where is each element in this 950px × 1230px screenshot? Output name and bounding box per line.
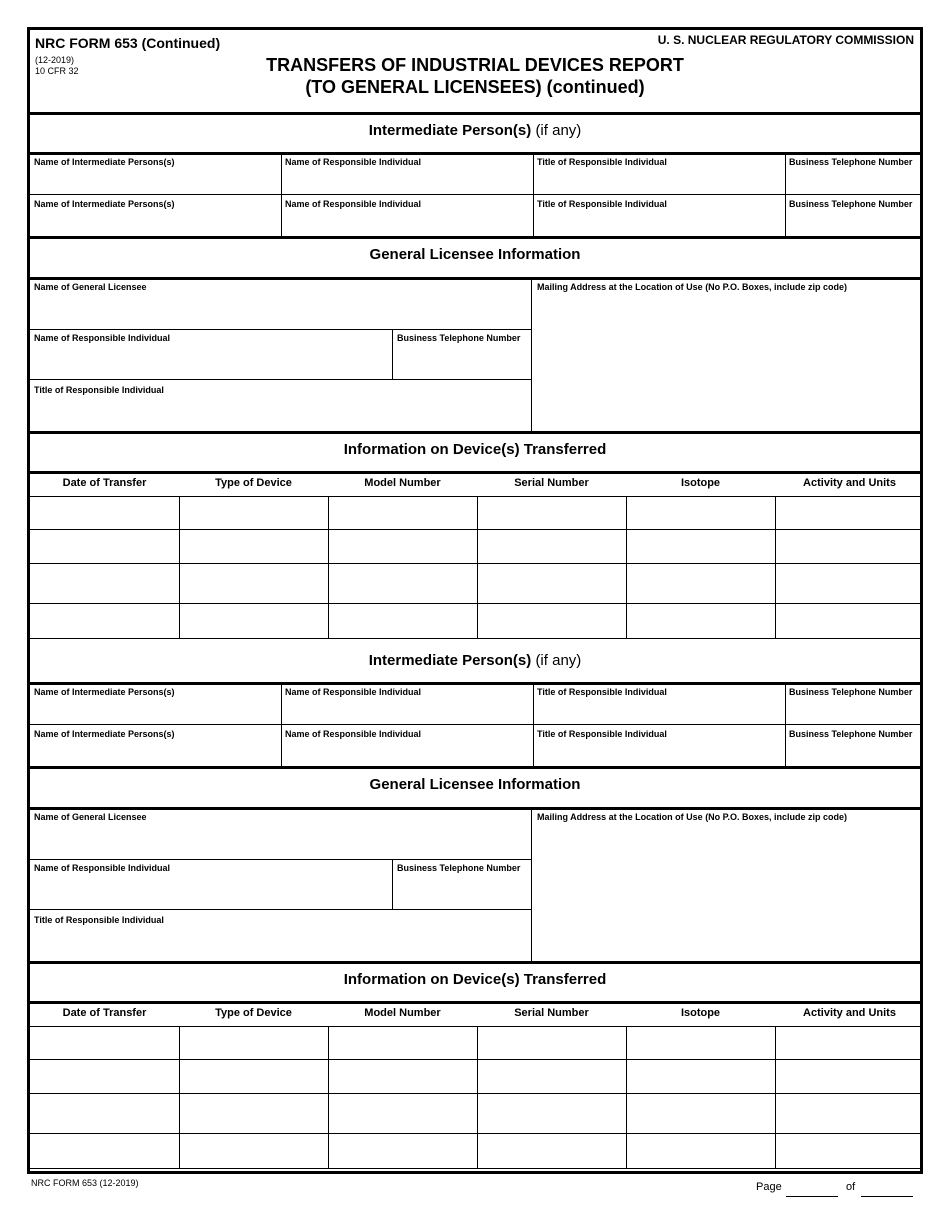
intermediate-label: Title of Responsible Individual — [537, 687, 667, 697]
licensee-address-label: Mailing Address at the Location of Use (No P.O. Boxes, include zip code) — [537, 282, 848, 292]
device-row-rule — [30, 603, 920, 604]
licensee-resp-label: Name of Responsible Individual — [34, 863, 171, 873]
device-column-rule — [477, 496, 478, 638]
responsible-title-field[interactable] — [535, 700, 783, 722]
device-cell[interactable] — [181, 531, 326, 561]
device-cell[interactable] — [777, 565, 922, 601]
licensee-title-field[interactable] — [32, 399, 528, 427]
devices-heading-1-text: Information on Device(s) Transferred — [343, 441, 607, 458]
licensee-heading-1 — [30, 246, 920, 263]
intermediate-heading-2-text: Intermediate Person(s) — [368, 652, 532, 669]
intermediate-label: Name of Responsible Individual — [285, 157, 422, 167]
licensee-resp-field[interactable] — [32, 347, 388, 377]
licensee-name-label: Name of General Licensee — [34, 812, 147, 822]
intermediate-label: Name of Responsible Individual — [285, 687, 422, 697]
form-id: NRC FORM 653 (Continued) — [35, 35, 221, 51]
device-cell[interactable] — [330, 605, 475, 636]
device-cell[interactable] — [330, 531, 475, 561]
device-cell[interactable] — [479, 1061, 624, 1091]
intermediate-label: Business Telephone Number — [789, 687, 913, 697]
licensee-address-rule — [531, 807, 532, 961]
licensee-phone-label: Business Telephone Number — [397, 863, 521, 873]
licensee-heading-1-text: General Licensee Information — [369, 246, 581, 263]
header-divider — [30, 112, 920, 115]
licensee-row-rule — [30, 909, 531, 910]
device-cell[interactable] — [32, 1095, 177, 1131]
device-cell[interactable] — [32, 1135, 177, 1166]
device-column-header: Activity and Units — [803, 477, 896, 489]
licensee-heading-2 — [30, 776, 920, 793]
intermediate-label: Name of Intermediate Persons(s) — [34, 199, 175, 209]
device-cell[interactable] — [777, 1028, 922, 1057]
form-title — [30, 54, 920, 98]
intermediate-name-field[interactable] — [32, 212, 279, 234]
device-row-rule — [30, 1059, 920, 1060]
device-column-header: Model Number — [364, 477, 441, 489]
intermediate-label: Name of Intermediate Persons(s) — [34, 157, 175, 167]
intermediate-name-field[interactable] — [32, 170, 279, 192]
device-column-header: Date of Transfer — [62, 1007, 147, 1019]
licensee-address-rule — [531, 277, 532, 431]
device-cell[interactable] — [32, 498, 177, 527]
device-column-rule — [626, 1026, 627, 1168]
page-number-field[interactable] — [786, 1196, 838, 1197]
device-cell[interactable] — [32, 605, 177, 636]
devices-heading-rule — [30, 1001, 920, 1004]
of-label: of — [846, 1181, 856, 1193]
device-cell[interactable] — [181, 605, 326, 636]
device-cell[interactable] — [181, 498, 326, 527]
responsible-name-field[interactable] — [283, 170, 531, 192]
intermediate-label: Name of Responsible Individual — [285, 199, 422, 209]
device-column-header: Activity and Units — [803, 1007, 896, 1019]
device-cell[interactable] — [181, 1135, 326, 1166]
licensee-phone-rule — [392, 329, 393, 379]
licensee-name-field[interactable] — [32, 296, 528, 326]
intermediate-label: Business Telephone Number — [789, 157, 913, 167]
intermediate-label: Title of Responsible Individual — [537, 157, 667, 167]
licensee-heading-rule — [30, 807, 920, 810]
device-cell[interactable] — [628, 498, 773, 527]
page-label: Page — [756, 1181, 782, 1193]
intermediate-bottom-rule — [30, 766, 920, 769]
device-cell[interactable] — [330, 565, 475, 601]
intermediate-label: Name of Intermediate Persons(s) — [34, 729, 175, 739]
licensee-phone-label: Business Telephone Number — [397, 333, 521, 343]
licensee-row-rule — [30, 329, 531, 330]
intermediate-label: Title of Responsible Individual — [537, 199, 667, 209]
intermediate-heading-1-text: Intermediate Person(s) — [368, 122, 532, 139]
device-row-rule — [30, 1168, 920, 1169]
device-column-rule — [775, 496, 776, 638]
form-frame — [27, 27, 923, 1174]
form-title-line1: TRANSFERS OF INDUSTRIAL DEVICES REPORT — [266, 55, 684, 75]
licensee-phone-field[interactable] — [395, 347, 530, 377]
responsible-name-field[interactable] — [283, 700, 531, 722]
licensee-bottom-rule — [30, 431, 920, 434]
intermediate-row-rule — [30, 724, 920, 725]
devices-heading-rule — [30, 471, 920, 474]
device-cell[interactable] — [777, 605, 922, 636]
intermediate-label: Name of Responsible Individual — [285, 729, 422, 739]
device-cell[interactable] — [330, 1061, 475, 1091]
phone-field[interactable] — [787, 170, 918, 192]
licensee-row-rule — [30, 859, 531, 860]
licensee-phone-field[interactable] — [395, 877, 530, 907]
phone-field[interactable] — [787, 700, 918, 722]
device-cell[interactable] — [628, 1095, 773, 1131]
device-cell[interactable] — [628, 1135, 773, 1166]
device-cell[interactable] — [777, 1095, 922, 1131]
responsible-name-field[interactable] — [283, 742, 531, 764]
device-row-rule — [30, 529, 920, 530]
intermediate-name-field[interactable] — [32, 700, 279, 722]
cfr-reference: 10 CFR 32 — [35, 66, 79, 76]
responsible-title-field[interactable] — [535, 170, 783, 192]
device-column-header: Isotope — [680, 477, 721, 489]
device-cell[interactable] — [181, 1095, 326, 1131]
licensee-title-label: Title of Responsible Individual — [34, 385, 164, 395]
device-column-header: Serial Number — [514, 477, 589, 489]
licensee-address-field[interactable] — [535, 826, 918, 958]
device-column-rule — [328, 496, 329, 638]
device-column-rule — [179, 1026, 180, 1168]
licensee-heading-2-text: General Licensee Information — [369, 776, 581, 793]
device-column-rule — [328, 1026, 329, 1168]
intermediate-heading-rule — [30, 682, 920, 685]
licensee-heading-rule — [30, 277, 920, 280]
device-cell[interactable] — [479, 1095, 624, 1131]
device-row-rule — [30, 563, 920, 564]
device-cell[interactable] — [479, 1028, 624, 1057]
device-cell[interactable] — [628, 605, 773, 636]
intermediate-column-rule — [785, 682, 786, 766]
intermediate-heading-2-suffix: (if any) — [535, 652, 582, 669]
licensee-bottom-rule — [30, 961, 920, 964]
intermediate-label: Business Telephone Number — [789, 199, 913, 209]
device-row-rule — [30, 1133, 920, 1134]
device-cell[interactable] — [777, 1135, 922, 1166]
device-row-rule — [30, 1026, 920, 1027]
device-column-header: Isotope — [680, 1007, 721, 1019]
device-cell[interactable] — [628, 531, 773, 561]
intermediate-name-field[interactable] — [32, 742, 279, 764]
device-cell[interactable] — [479, 498, 624, 527]
device-cell[interactable] — [628, 565, 773, 601]
device-column-rule — [179, 496, 180, 638]
phone-field[interactable] — [787, 212, 918, 234]
device-column-header: Type of Device — [215, 1007, 292, 1019]
agency-name: U. S. NUCLEAR REGULATORY COMMISSION — [657, 33, 914, 47]
intermediate-column-rule — [281, 152, 282, 236]
device-column-header: Date of Transfer — [62, 477, 147, 489]
devices-heading-2 — [30, 971, 920, 988]
device-row-rule — [30, 496, 920, 497]
responsible-name-field[interactable] — [283, 212, 531, 234]
devices-heading-2-text: Information on Device(s) Transferred — [343, 971, 607, 988]
device-cell[interactable] — [479, 531, 624, 561]
licensee-name-label: Name of General Licensee — [34, 282, 147, 292]
device-row-rule — [30, 1093, 920, 1094]
device-cell[interactable] — [181, 565, 326, 601]
device-cell[interactable] — [479, 605, 624, 636]
intermediate-row-rule — [30, 194, 920, 195]
device-cell[interactable] — [32, 1061, 177, 1091]
device-cell[interactable] — [330, 1135, 475, 1166]
devices-heading-1 — [30, 441, 920, 458]
device-cell[interactable] — [181, 1028, 326, 1057]
device-column-header: Serial Number — [514, 1007, 589, 1019]
intermediate-heading-2 — [30, 652, 920, 669]
device-cell[interactable] — [330, 1028, 475, 1057]
licensee-title-field[interactable] — [32, 929, 528, 957]
intermediate-bottom-rule — [30, 236, 920, 239]
intermediate-column-rule — [533, 682, 534, 766]
intermediate-heading-rule — [30, 152, 920, 155]
device-column-rule — [626, 496, 627, 638]
device-column-rule — [477, 1026, 478, 1168]
device-cell[interactable] — [479, 1135, 624, 1166]
licensee-address-field[interactable] — [535, 296, 918, 428]
intermediate-heading-1 — [30, 122, 920, 139]
intermediate-heading-1-suffix: (if any) — [535, 122, 582, 139]
device-cell[interactable] — [479, 565, 624, 601]
device-cell[interactable] — [32, 565, 177, 601]
licensee-phone-rule — [392, 859, 393, 909]
device-cell[interactable] — [628, 1061, 773, 1091]
device-cell[interactable] — [628, 1028, 773, 1057]
device-cell[interactable] — [32, 1028, 177, 1057]
device-cell[interactable] — [181, 1061, 326, 1091]
intermediate-column-rule — [785, 152, 786, 236]
footer-form-ref: NRC FORM 653 (12-2019) — [31, 1178, 139, 1188]
licensee-address-label: Mailing Address at the Location of Use (No P.O. Boxes, include zip code) — [537, 812, 848, 822]
intermediate-label: Business Telephone Number — [789, 729, 913, 739]
device-column-rule — [775, 1026, 776, 1168]
phone-field[interactable] — [787, 742, 918, 764]
device-column-header: Model Number — [364, 1007, 441, 1019]
form-date: (12-2019) — [35, 55, 75, 65]
intermediate-label: Name of Intermediate Persons(s) — [34, 687, 175, 697]
device-row-rule — [30, 638, 920, 639]
licensee-row-rule — [30, 379, 531, 380]
device-cell[interactable] — [32, 531, 177, 561]
licensee-resp-label: Name of Responsible Individual — [34, 333, 171, 343]
device-cell[interactable] — [777, 498, 922, 527]
device-cell[interactable] — [777, 1061, 922, 1091]
device-column-header: Type of Device — [215, 477, 292, 489]
licensee-resp-field[interactable] — [32, 877, 388, 907]
device-cell[interactable] — [777, 531, 922, 561]
licensee-name-field[interactable] — [32, 826, 528, 856]
device-cell[interactable] — [330, 1095, 475, 1131]
intermediate-column-rule — [281, 682, 282, 766]
intermediate-column-rule — [533, 152, 534, 236]
intermediate-label: Title of Responsible Individual — [537, 729, 667, 739]
responsible-title-field[interactable] — [535, 212, 783, 234]
licensee-title-label: Title of Responsible Individual — [34, 915, 164, 925]
device-cell[interactable] — [330, 498, 475, 527]
responsible-title-field[interactable] — [535, 742, 783, 764]
form-title-line2: (TO GENERAL LICENSEES) (continued) — [305, 77, 645, 97]
page-total-field[interactable] — [861, 1196, 913, 1197]
